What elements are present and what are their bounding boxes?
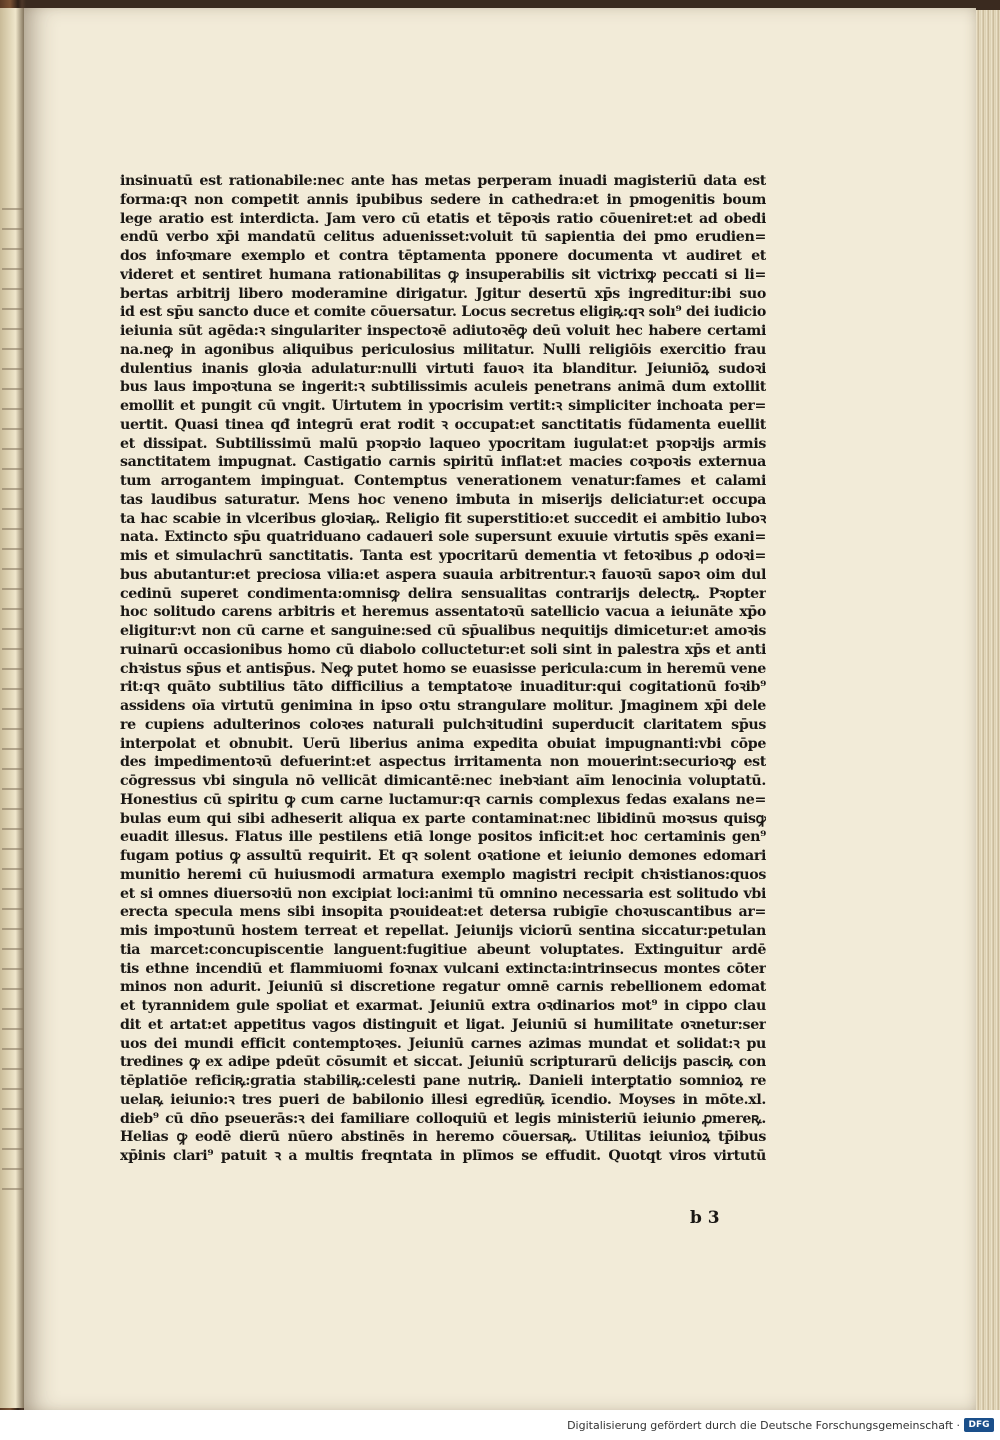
text-line: mis impoꝛtunū hostem terreat et repellat. Jeiunijs viciorū sentina siccatur:petulan xyxy=(120,923,766,939)
text-line: hoc solitudo carens arbitris et heremus assentatoꝛū satellicio vacua a ieiunāte xp̄o xyxy=(120,604,766,621)
text-line: tia marcet:concupiscentie languent:fugitiue abeunt voluptates. Extinguitur ardē xyxy=(120,941,766,958)
text-line: erecta specula mens sibi insopita pꝛouideat:et detersa rubigīe choꝛuscantibus ar= xyxy=(120,904,766,921)
left-page-edge xyxy=(0,8,26,1408)
text-line: ieiunia sūt agēda:ꝛ singulariter inspectoꝛē adiutoꝛēꝙ deū voluit hec habere certami xyxy=(120,323,766,339)
text-line: munitio heremi cū huiusmodi armatura exemplo magistri recipit chꝛistianos:quos xyxy=(120,866,766,883)
text-line: bus laus impoꝛtuna se ingerit:ꝛ subtilissimis aculeis penetrans animā dum extollit xyxy=(120,379,766,396)
text-line: mis et simulachrū sanctitatis. Tanta est ypocritarū dementia vt fetoꝛibus ꝓ odoꝛi= xyxy=(120,548,766,564)
text-line: des impedimentoꝛū defuerint:et aspectus irritamenta non mouerint:securioꝛꝙ est xyxy=(120,754,766,771)
text-line: tēplatiōe reficiꝶ:gratia stabiliꝶ:celesti pane nutriꝶ. Danieli interꝑtatio somnioꝝ re xyxy=(120,1073,766,1089)
text-block xyxy=(120,172,766,1166)
text-line: tis ethne incendiū et flammiuomi foꝛnax vulcani extincta:intrinsecus montes cōter xyxy=(120,960,766,977)
text-line: et si omnes diuersoꝛiū non excipiat loci:animi tū omnino necessaria est solitudo vbi xyxy=(120,885,766,902)
text-line: tredines ꝙ ex adipe pdeūt cōsumit et siccat. Jeiuniū scripturarū delicijs pasciꝶ con xyxy=(120,1054,766,1071)
text-line: interpolat et obnubit. Uerū liberius anima expedita obuiat impugnanti:vbi cōpe xyxy=(120,735,766,752)
signature-mark: b 3 xyxy=(690,1208,720,1228)
text-line: dulentius inanis gloꝛia adulatur:nulli virtuti fauoꝛ ita blanditur. Jeiuniōꝝ sudoꝛi xyxy=(120,360,766,377)
text-line: insinuatū est rationabile:nec ante has metas perperam inuadi magisteriū data est xyxy=(120,173,766,189)
text-line: chꝛistus sp̄us et antisp̄us. Neꝙ putet homo se euasisse pericula:cum in heremū vene xyxy=(120,660,766,677)
text-line: assidens oīa virtutū genimina in ipso oꝛtu strangulare molitur. Jmaginem xp̄i dele xyxy=(120,698,766,714)
text-line: emollit et pungit cū vngit. Uirtutem in ypocrisim vertit:ꝛ simpliciter inchoata per= xyxy=(120,398,766,414)
text-line: videret et sentiret humana rationabilitas ꝙ insuperabilis sit victrixꝙ peccati si li= xyxy=(120,266,766,283)
text-line: dos infoꝛmare exemplo et contra tēptamenta pponere documenta vt audiret et xyxy=(120,248,766,264)
text-line: dieb⁹ cū dn̄o pseuerās:ꝛ dei familiare colloquiū et legis ministeriū ieiunio ꝓmereꝶ. xyxy=(120,1110,766,1127)
text-line: sanctitatem impugnat. Castigatio carnis spiritū inflat:et macies coꝛpoꝛis externua xyxy=(120,454,766,471)
text-line: Honestius cū spiritu ꝙ cum carne luctamur:qꝛ carnis complexus fedas exalans ne= xyxy=(120,791,766,808)
text-line: cōgressus vbi singula nō vellicāt dimicantē:nec inebꝛiant aīm lenocinia voluptatū. xyxy=(120,773,766,789)
text-line: uos dei mundi efficit contemptoꝛes. Jeiuniū carnes azimas mundat et solidat:ꝛ pu xyxy=(120,1035,766,1052)
text-line: id est sp̄u sancto duce et comite cōuersatur. Locus secretus eligiꝶ:qꝛ solı⁹ dei iudicio xyxy=(120,304,766,321)
text-line: uelaꝶ ieiunio:ꝛ tres pueri de babilonio illesi egrediūꝶ īcendio. Moyses in mōte.xl. xyxy=(120,1091,766,1108)
text-line: nata. Extincto sp̄u quatriduano cadaueri sole supersunt exuuie virtutis spēs exani= xyxy=(120,529,766,546)
text-line: et dissipat. Subtilissimū malū pꝛopꝛio laqueo ypocritam iugulat:et pꝛopꝛijs armis xyxy=(120,435,766,452)
text-line: endū verbo xp̄i mandatū celitus aduenisset:voluit tū sapientia dei pmo erudien= xyxy=(120,229,766,246)
text-line: minos non adurit. Jeiuniū si discretione regatur omnē carnis rebellionem edomat xyxy=(120,979,766,996)
text-line: bus abutantur:et preciosa vilia:et aspera suauia arbitrentur.ꝛ fauoꝛū sapoꝛ oim dul xyxy=(120,566,766,583)
text-line: xp̄inis clari⁹ patuit ꝛ a multis freqntata in plīmos se effudit. Quotqt viros virtutū xyxy=(120,1148,766,1164)
dfg-logo: DFG xyxy=(964,1418,994,1432)
text-line: et tyrannidem gule spoliat et exarmat. Jeiuniū extra oꝛdinarios mot⁹ in cippo clau xyxy=(120,998,766,1014)
text-line: bulas eum qui sibi adheserit aliqua ex parte contaminat:nec libidinū moꝛsus quisꝙ xyxy=(120,810,766,827)
left-page-ghost-text xyxy=(2,208,24,1208)
text-line: eligitur:vt non cū carne et sanguine:sed cū sp̄ualibus nequitijs dimicetur:et amoꝛis xyxy=(120,623,766,639)
footer-bar xyxy=(0,1410,1000,1440)
text-line: cedinū superet condimenta:omnisꝙ delira sensualitas contrarijs delectꝶ. Pꝛopter xyxy=(120,585,766,602)
text-line: na.neꝙ in agonibus aliquibus periculosius militatur. Nulli religiōis exercitio frau xyxy=(120,341,766,358)
text-line: rit:qꝛ quāto subtilius tāto difficilius a temptatoꝛe inuaditur:qui cogitationū foꝛib⁹ xyxy=(120,679,766,696)
text-line: Helias ꝙ eodē dierū nūero abstinēs in heremo cōuersaꝶ. Utilitas ieiunioꝝ tp̄ibus xyxy=(120,1129,766,1146)
text-line: uertit. Quasi tinea qđ integrū erat rodit ꝛ occupat:et sanctitatis fūdamenta euellit xyxy=(120,416,766,433)
text-line: ruinarū occasionibus homo cū diabolo colluctetur:et soli sint in palestra xp̄s et anti xyxy=(120,641,766,658)
text-line: ta hac scabie in vlceribus gloꝛiaꝶ. Religio fit superstitio:et succedit ei ambitio luboꝛ xyxy=(120,510,766,527)
text-line: tum arrogantem impinguat. Contemptus venerationem venatur:fames et calami xyxy=(120,473,766,489)
text-line: forma:qꝛ non competit annis ipubibus sedere in cathedra:et in pmogenitis boum xyxy=(120,191,766,208)
text-line: dit et artat:et appetitus vagos distinguit et ligat. Jeiuniū si humilitate oꝛnetur:ser xyxy=(120,1016,766,1033)
text-line: re cupiens adulterinos coloꝛes naturali pulchꝛitudini superducit claritatem sp̄us xyxy=(120,716,766,733)
footer-credit: Digitalisierung gefördert durch die Deutsche Forschungsgemeinschaft · xyxy=(567,1419,960,1432)
text-line: tas laudibus saturatur. Mens hoc veneno imbuta in miserijs deliciatur:et occupa xyxy=(120,491,766,508)
text-line: lege aratio est interdicta. Jam vero cū etatis et tēpoꝛis ratio cōueniret:et ad obedi xyxy=(120,210,766,227)
text-line: euadit illesus. Flatus ille pestilens etiā longe positos inficit:et hoc certaminis gen⁹ xyxy=(120,829,766,846)
text-line: bertas arbitrij libero moderamine dirigatur. Jgitur desertū xp̄s ingreditur:ibi suo xyxy=(120,285,766,302)
text-line: fugam potius ꝙ assultū requirit. Et qꝛ solent oꝛatione et ieiunio demones edomari xyxy=(120,848,766,864)
